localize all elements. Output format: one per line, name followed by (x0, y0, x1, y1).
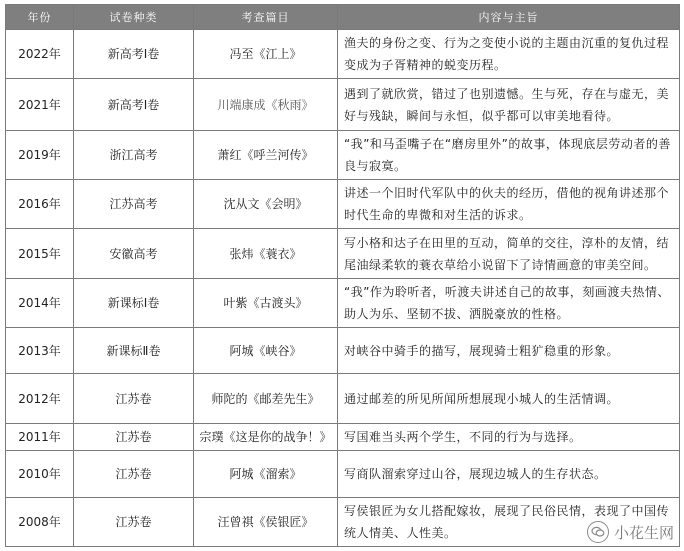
row-title: 阿城《溜索》 (194, 451, 338, 498)
table-row (6, 131, 680, 180)
row-content: 讲述一个旧时代军队中的伙夫的经历，借他的视角讲述那个时代生命的卑微和对生活的诉求。 (338, 180, 680, 229)
row-year: 2011年 (6, 424, 74, 451)
row-title: 张炜《蓑衣》 (194, 229, 338, 279)
table-row (6, 279, 680, 328)
row-year: 2016年 (6, 180, 74, 229)
row-title: 萧红《呼兰河传》 (194, 131, 338, 180)
row-content: 写侯银匠为女儿搭配嫁妆，展现了民俗民情，表现了中国传统人情美、人性美。 (338, 498, 680, 547)
row-content: 渔夫的身份之变、行为之变使小说的主题由沉重的复仇过程变成为子胥精神的蜕变历程。 (338, 30, 680, 79)
row-title: 宗璞《这是你的战争！》 (194, 424, 338, 451)
exam-table (5, 4, 680, 547)
row-content: 写商队溜索穿过山谷，展现边城人的生存状态。 (338, 451, 680, 498)
row-title: 阿城《峡谷》 (194, 328, 338, 374)
row-content: 写小格和达子在田里的互动，简单的交往，淳朴的友情，结尾油绿柔软的蓑衣草给小说留下了诗情画意的审美空间。 (338, 229, 680, 279)
row-exam-type: 江苏卷 (74, 498, 194, 547)
row-exam-type: 新课标Ⅱ卷 (74, 328, 194, 374)
watermark-text: 小花生网 (613, 523, 674, 542)
row-year: 2010年 (6, 451, 74, 498)
row-exam-type: 江苏卷 (74, 424, 194, 451)
row-year: 2015年 (6, 229, 74, 279)
table-row (6, 424, 680, 451)
row-content: 遇到了就欣赏，错过了也别遗憾。生与死，存在与虚无，美好与残缺，瞬间与永恒，似乎都可以审美地看待。 (338, 79, 680, 131)
table-row (6, 30, 680, 79)
table-row (6, 451, 680, 498)
row-year: 2019年 (6, 131, 74, 180)
row-exam-type: 浙江高考 (74, 131, 194, 180)
row-content: 写国难当头两个学生，不同的行为与选择。 (338, 424, 680, 451)
table-header-row (6, 5, 680, 30)
row-title: 沈从文《会明》 (194, 180, 338, 229)
header-year: 年份 (6, 5, 74, 30)
table-row (6, 374, 680, 424)
table-row (6, 498, 680, 547)
row-year: 2013年 (6, 328, 74, 374)
row-year: 2012年 (6, 374, 74, 424)
table-row (6, 180, 680, 229)
row-exam-type: 新高考Ⅰ卷 (74, 30, 194, 79)
row-content: 通过邮差的所见所闻所想展现小城人的生活情调。 (338, 374, 680, 424)
table-row (6, 79, 680, 131)
row-content: “我”作为聆听者，听渡夫讲述自己的故事，刻画渡夫热情、助人为乐、坚韧不拔、洒脱豪放的性格。 (338, 279, 680, 328)
header-content: 内容与主旨 (338, 5, 680, 30)
row-title: 叶紫《古渡头》 (194, 279, 338, 328)
row-exam-type: 江苏高考 (74, 180, 194, 229)
row-exam-type: 新课标Ⅰ卷 (74, 279, 194, 328)
row-exam-type: 江苏卷 (74, 451, 194, 498)
row-content: 对峡谷中骑手的描写，展现骑士粗犷稳重的形象。 (338, 328, 680, 374)
row-year: 2014年 (6, 279, 74, 328)
row-exam-type: 安徽高考 (74, 229, 194, 279)
wechat-icon (587, 521, 609, 543)
row-title: 川端康成《秋雨》 (194, 79, 338, 131)
row-year: 2022年 (6, 30, 74, 79)
header-exam-type: 试卷种类 (74, 5, 194, 30)
row-exam-type: 新高考Ⅰ卷 (74, 79, 194, 131)
row-title: 师陀的《邮差先生》 (194, 374, 338, 424)
watermark (587, 521, 674, 543)
row-year: 2021年 (6, 79, 74, 131)
row-exam-type: 江苏卷 (74, 374, 194, 424)
row-content: “我”和马歪嘴子在“磨房里外”的故事，体现底层劳动者的善良与寂寞。 (338, 131, 680, 180)
header-title: 考查篇目 (194, 5, 338, 30)
row-title: 冯至《江上》 (194, 30, 338, 79)
row-year: 2008年 (6, 498, 74, 547)
row-title: 汪曾祺《侯银匠》 (194, 498, 338, 547)
table-row (6, 229, 680, 279)
table-row (6, 328, 680, 374)
